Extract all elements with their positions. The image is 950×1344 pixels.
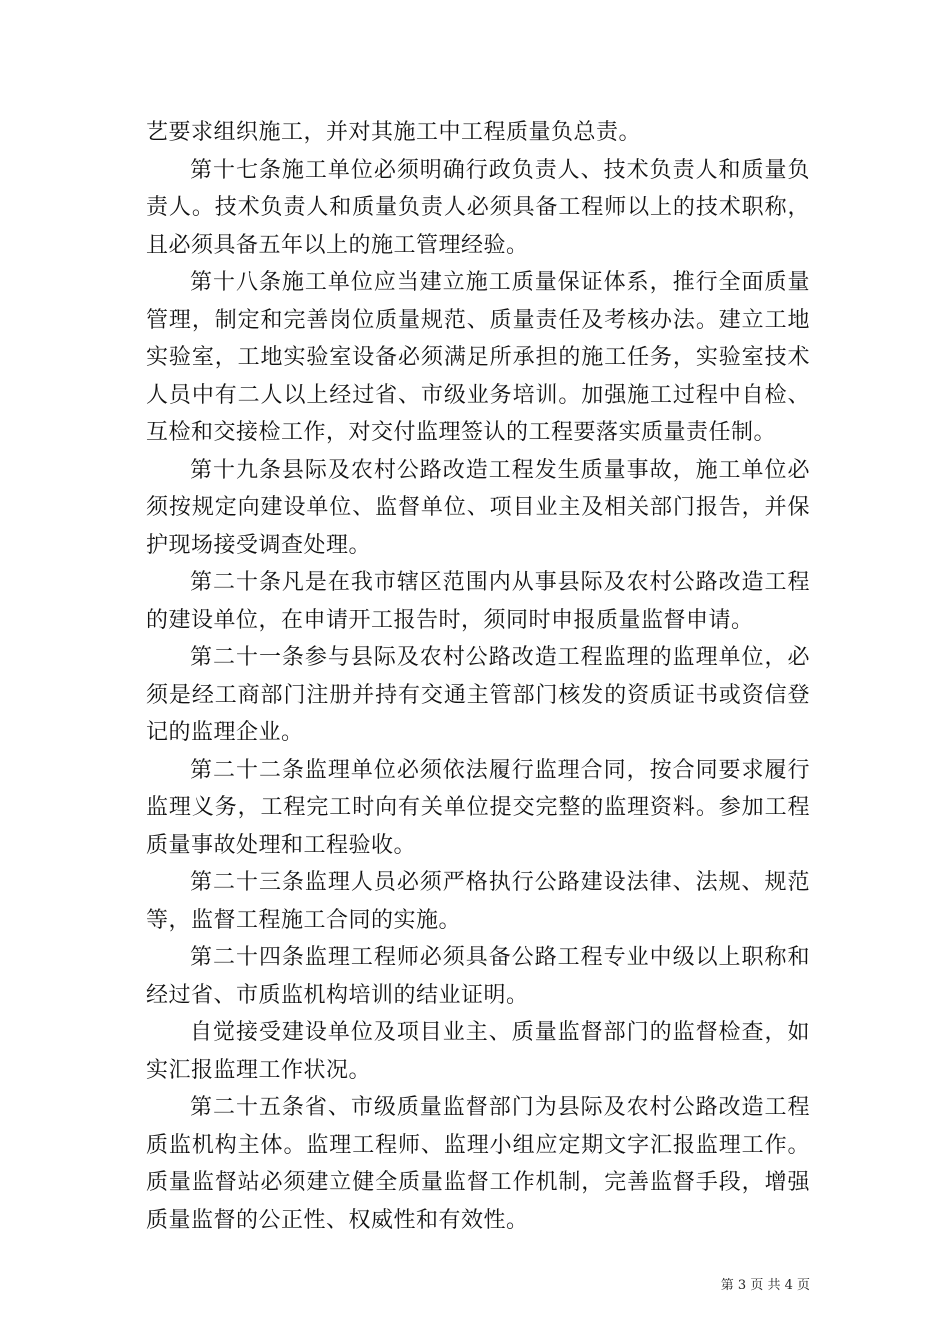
paragraph-article-22: 第二十二条监理单位必须依法履行监理合同，按合同要求履行监理义务，工程完工时向有关单位提交完整的监理资料。参加工程质量事故处理和工程验收。 xyxy=(146,757,810,858)
paragraph-article-23: 第二十三条监理人员必须严格执行公路建设法律、法规、规范等，监督工程施工合同的实施。 xyxy=(146,870,810,933)
paragraph-article-25: 第二十五条省、市级质量监督部门为县际及农村公路改造工程质监机构主体。监理工程师、监理小组应定期文字汇报监理工作。质量监督站必须建立健全质量监督工作机制，完善监督手段，增强质量监督的公正性、权威性和有效性。 xyxy=(146,1095,810,1233)
paragraph-article-18: 第十八条施工单位应当建立施工质量保证体系，推行全面质量管理，制定和完善岗位质量规范、质量责任及考核办法。建立工地实验室，工地实验室设备必须满足所承担的施工任务，实验室技术人员中有二人以上经过省、市级业务培训。加强施工过程中自检、互检和交接检工作，对交付监理签认的工程要落实质量责任制。 xyxy=(146,270,810,445)
document-body xyxy=(146,114,810,1239)
paragraph-article-24: 第二十四条监理工程师必须具备公路工程专业中级以上职称和经过省、市质监机构培训的结业证明。 xyxy=(146,945,810,1008)
paragraph-article-19: 第十九条县际及农村公路改造工程发生质量事故，施工单位必须按规定向建设单位、监督单位、项目业主及相关部门报告，并保护现场接受调查处理。 xyxy=(146,457,810,558)
paragraph-article-21: 第二十一条参与县际及农村公路改造工程监理的监理单位，必须是经工商部门注册并持有交通主管部门核发的资质证书或资信登记的监理企业。 xyxy=(146,645,810,745)
paragraph-continuation: 艺要求组织施工，并对其施工中工程质量负总责。 xyxy=(146,120,642,145)
page-number-footer: 第 3 页 共 4 页 xyxy=(720,1278,810,1293)
paragraph-article-24-supplement: 自觉接受建设单位及项目业主、质量监督部门的监督检查，如实汇报监理工作状况。 xyxy=(146,1020,810,1083)
paragraph-article-20: 第二十条凡是在我市辖区范围内从事县际及农村公路改造工程的建设单位，在申请开工报告时，须同时申报质量监督申请。 xyxy=(146,570,810,633)
paragraph-article-17: 第十七条施工单位必须明确行政负责人、技术负责人和质量负责人。技术负责人和质量负责人必须具备工程师以上的技术职称，且必须具备五年以上的施工管理经验。 xyxy=(146,157,810,258)
